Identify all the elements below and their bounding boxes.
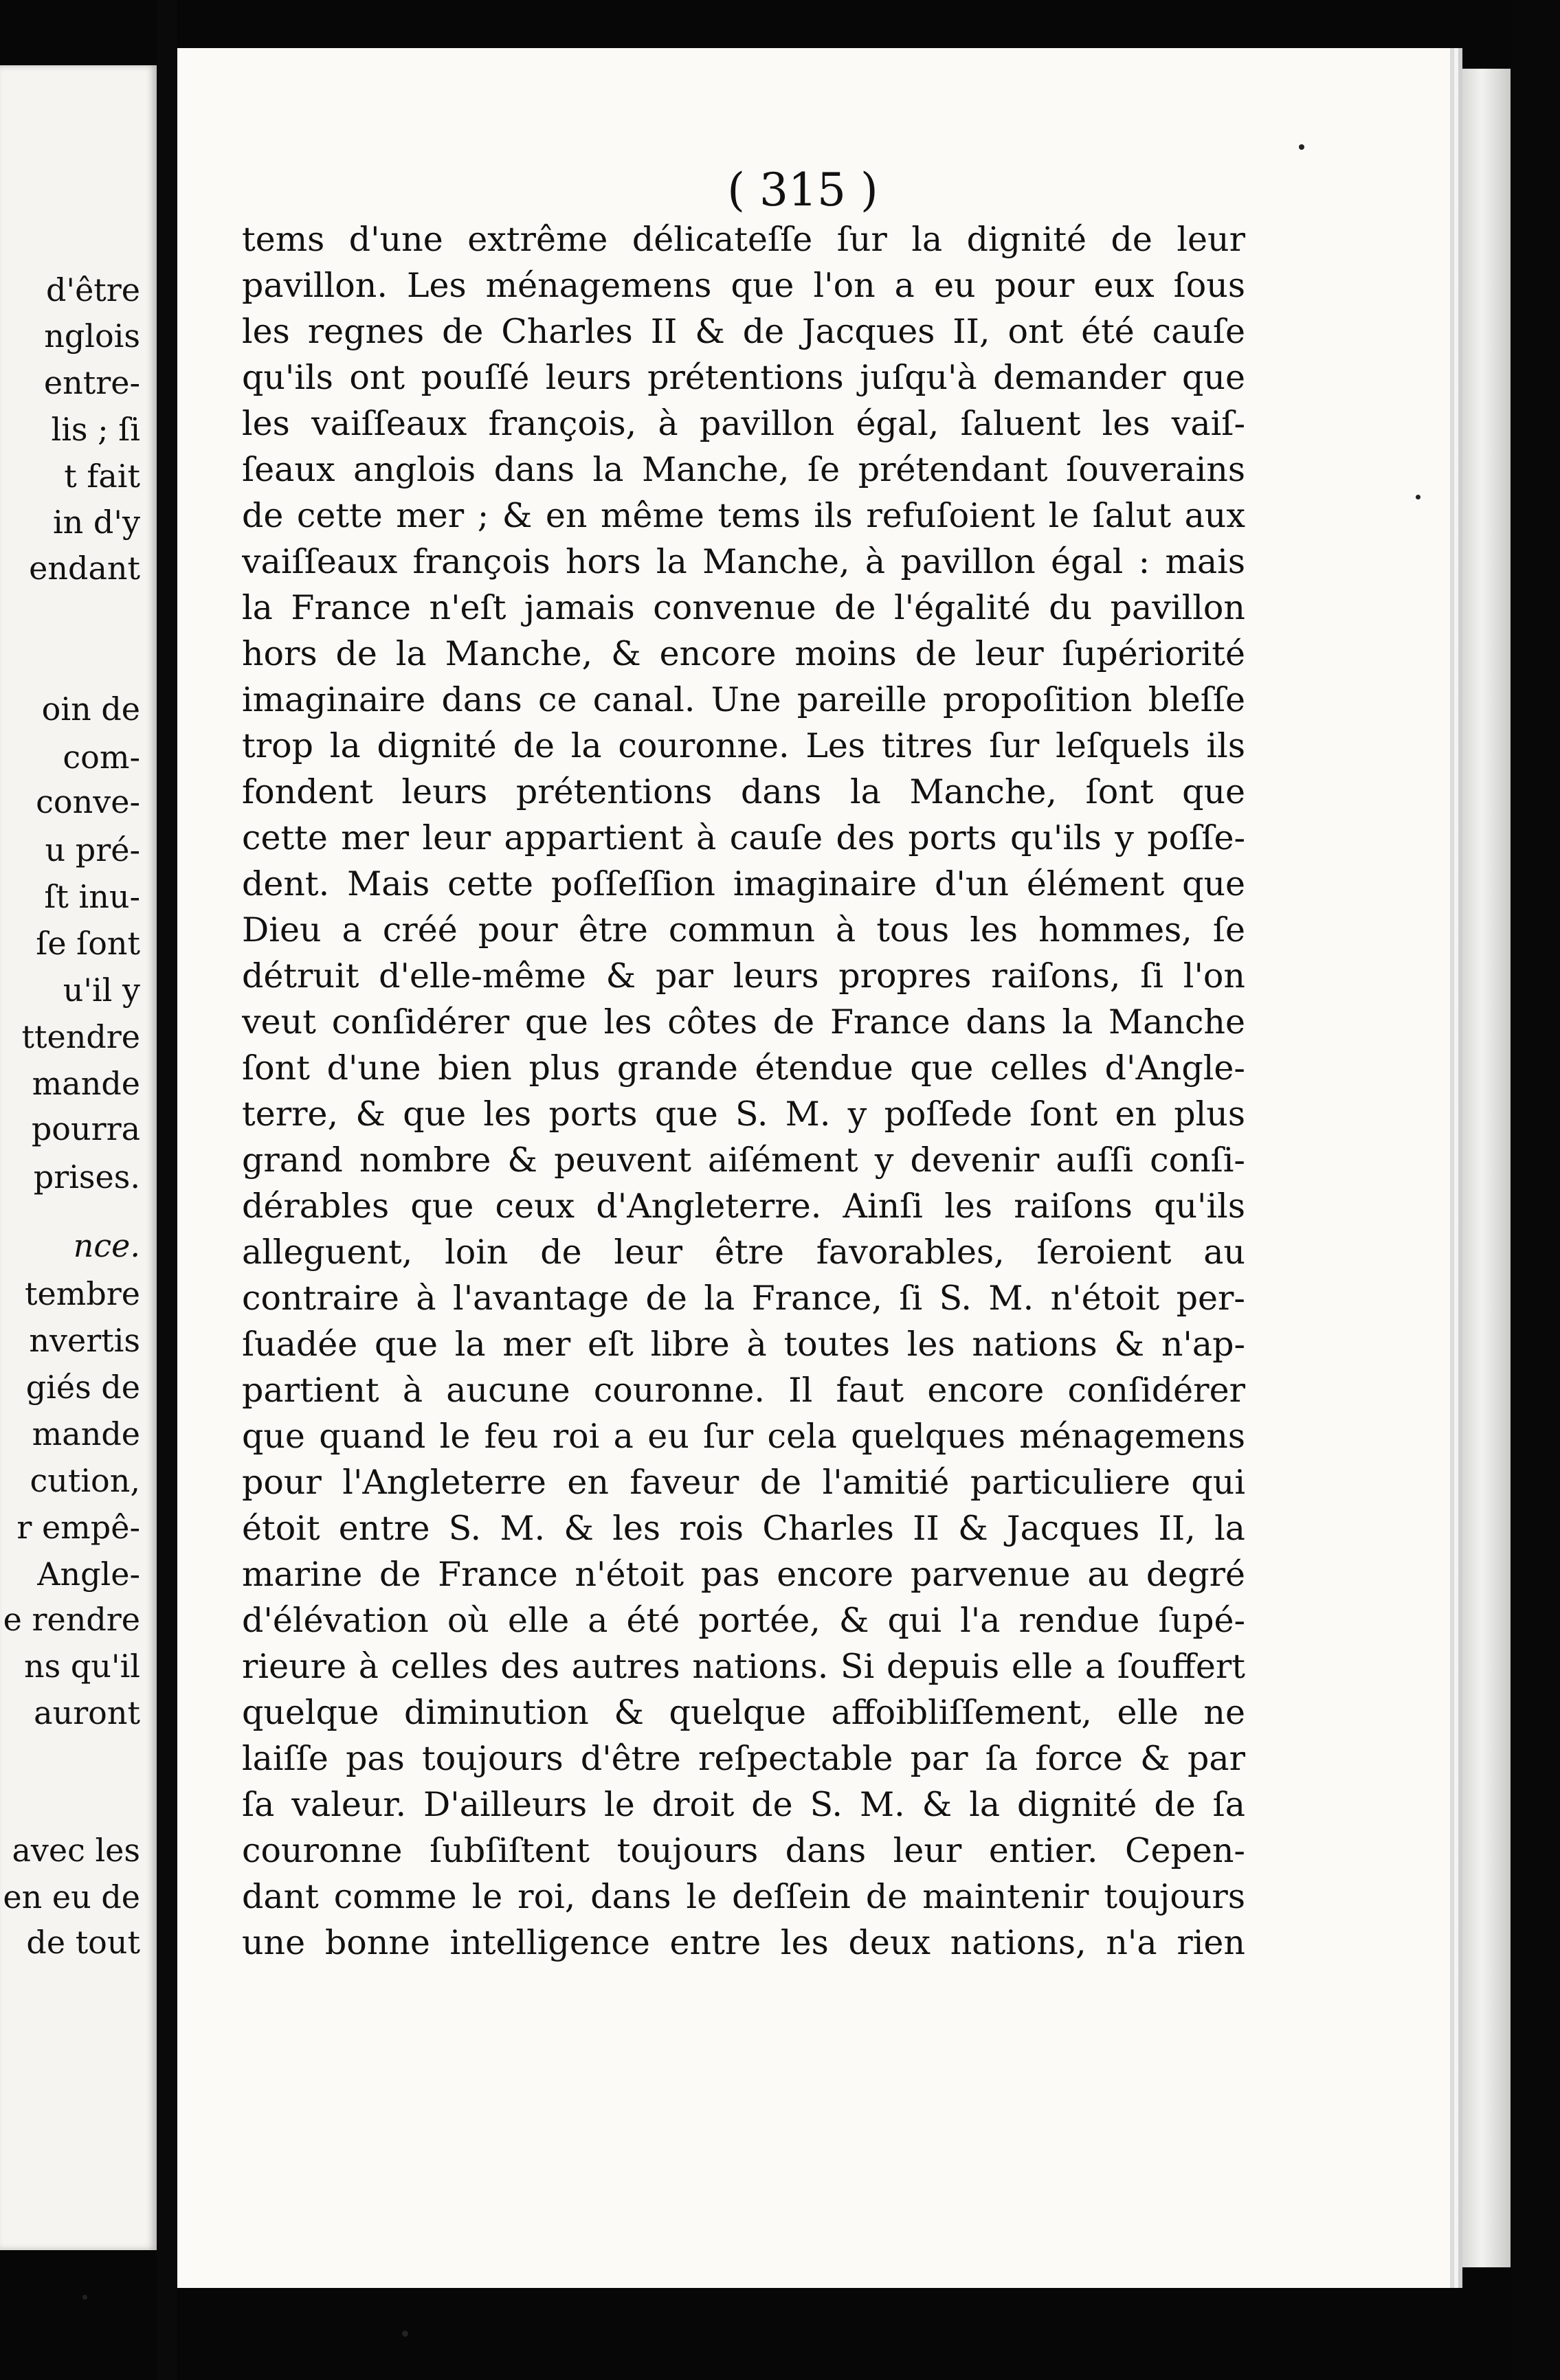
facing-text-fragment: auront: [34, 1694, 140, 1731]
scan-border-right: [1511, 0, 1560, 2380]
facing-text-fragment: com-: [63, 739, 140, 776]
facing-text-fragment: en eu de: [3, 1878, 140, 1916]
text-line: imaginaire dans ce canal. Une pareille propoſition bleſſe: [242, 680, 1245, 719]
facing-text-fragment: ns qu'il: [24, 1648, 140, 1685]
text-line: pour l'Angleterre en faveur de l'amitié particuliere qui: [242, 1463, 1245, 1502]
text-line: veut conſidérer que les côtes de France dans la Manche: [242, 1002, 1245, 1042]
text-line: couronne ſubſiſtent toujours dans leur entier. Cepen-: [242, 1831, 1245, 1870]
facing-text-fragment: conve-: [36, 783, 140, 820]
facing-text-fragment: giés de: [25, 1369, 140, 1406]
text-line: les vaiſſeaux françois, à pavillon égal, ſaluent les vaiſ-: [242, 404, 1245, 443]
facing-text-fragment: t fait: [64, 458, 140, 495]
text-line: détruit d'elle-même & par leurs propres raiſons, ſi l'on: [242, 956, 1245, 996]
facing-text-fragment: nvertis: [29, 1322, 140, 1359]
page-body-text: [242, 216, 1245, 1966]
text-line: grand nombre & peuvent aiſément y devenir auſſi conſi-: [242, 1141, 1245, 1180]
facing-page-left: [0, 65, 157, 2250]
text-line: alleguent, loin de leur être favorables, ſeroient au: [242, 1233, 1245, 1272]
text-line: terre, & que les ports que S. M. y poſſede ſont en plus: [242, 1094, 1245, 1134]
facing-text-fragment: cution,: [30, 1462, 140, 1499]
text-line: marine de France n'étoit pas encore parvenue au degré: [242, 1555, 1245, 1594]
text-line: partient à aucune couronne. Il faut encore conſidérer: [242, 1371, 1245, 1410]
facing-text-fragment: ttendre: [21, 1018, 140, 1055]
book-gutter: [157, 0, 177, 2380]
text-line: de cette mer ; & en même tems ils refuſoient le ſalut aux: [242, 496, 1245, 535]
facing-text-fragment: Angle-: [37, 1556, 140, 1593]
text-line: ſuadée que la mer eſt libre à toutes les nations & n'ap-: [242, 1325, 1245, 1364]
text-line: quelque diminution & quelque affoibliſſement, elle ne: [242, 1693, 1245, 1732]
text-line: une bonne intelligence entre les deux nations, n'a rien: [242, 1923, 1245, 1962]
text-line: que quand le feu roi a eu ſur cela quelques ménagemens: [242, 1417, 1245, 1456]
facing-text-fragment: u pré-: [45, 831, 140, 868]
facing-text-fragment: tembre: [25, 1275, 140, 1312]
facing-text-fragment: prises.: [33, 1158, 140, 1195]
facing-text-fragment: entre-: [43, 364, 140, 401]
text-line: dent. Mais cette poſſeſſion imaginaire d'un élément que: [242, 864, 1245, 903]
text-line: Dieu a créé pour être commun à tous les hommes, ſe: [242, 910, 1245, 950]
paper-speck: [82, 2295, 87, 2300]
text-line: qu'ils ont pouſſé leurs prétentions juſqu'à demander que: [242, 358, 1245, 397]
paper-speck: [1299, 144, 1304, 150]
text-line: hors de la Manche, & encore moins de leur ſupériorité: [242, 634, 1245, 673]
text-line: ſont d'une bien plus grande étendue que celles d'Angle-: [242, 1048, 1245, 1088]
facing-text-fragment: oin de: [41, 691, 140, 728]
facing-text-fragment: d'être: [45, 271, 140, 308]
text-line: rieure à celles des autres nations. Si depuis elle a ſouffert: [242, 1647, 1245, 1686]
text-line: trop la dignité de la couronne. Les titres ſur leſquels ils: [242, 726, 1245, 765]
paper-speck: [1416, 495, 1420, 499]
text-line: la France n'eſt jamais convenue de l'égalité du pavillon: [242, 588, 1245, 627]
facing-text-fragment: endant: [29, 550, 140, 587]
text-line: laiſſe pas toujours d'être reſpectable par ſa force & par: [242, 1739, 1245, 1778]
page-number: ( 315 ): [727, 164, 878, 216]
paper-speck: [402, 2331, 408, 2337]
facing-text-fragment: in d'y: [52, 504, 140, 541]
facing-text-fragment: mande: [32, 1065, 140, 1102]
facing-text-fragment: nglois: [44, 317, 140, 355]
text-line: fondent leurs prétentions dans la Manche, ſont que: [242, 772, 1245, 811]
facing-text-fragment: lis ; ſi: [51, 411, 140, 448]
text-line: ſeaux anglois dans la Manche, ſe prétendant ſouverains: [242, 450, 1245, 489]
facing-text-fragment: u'il y: [63, 972, 140, 1009]
text-line: dérables que ceux d'Angleterre. Ainſi les raiſons qu'ils: [242, 1187, 1245, 1226]
facing-text-fragment: pourra: [31, 1110, 140, 1147]
facing-text-fragment: r empê-: [16, 1509, 140, 1546]
facing-text-fragment: ſe ſont: [36, 925, 140, 962]
facing-text-fragment: ſt inu-: [44, 878, 140, 915]
text-line: vaiſſeaux françois hors la Manche, à pavillon égal : mais: [242, 542, 1245, 581]
text-line: les regnes de Charles II & de Jacques II, ont été cauſe: [242, 312, 1245, 351]
facing-text-fragment: nce.: [73, 1227, 140, 1264]
page-edge: [1462, 69, 1511, 2267]
text-line: étoit entre S. M. & les rois Charles II & Jacques II, la: [242, 1509, 1245, 1548]
facing-text-fragment: mande: [32, 1415, 140, 1452]
facing-text-fragment: de tout: [26, 1924, 140, 1961]
text-line: tems d'une extrême délicateſſe ſur la dignité de leur: [242, 220, 1245, 259]
text-line: d'élévation où elle a été portée, & qui l'a rendue ſupé-: [242, 1601, 1245, 1640]
text-line: contraire à l'avantage de la France, ſi S. M. n'étoit per-: [242, 1279, 1245, 1318]
text-line: pavillon. Les ménagemens que l'on a eu pour eux ſous: [242, 266, 1245, 305]
facing-text-fragment: avec les: [12, 1832, 140, 1869]
text-line: cette mer leur appartient à cauſe des ports qu'ils y poſſe-: [242, 818, 1245, 857]
text-line: ſa valeur. D'ailleurs le droit de S. M. & la dignité de ſa: [242, 1785, 1245, 1824]
text-line: dant comme le roi, dans le deſſein de maintenir toujours: [242, 1877, 1245, 1916]
facing-text-fragment: e rendre: [3, 1601, 140, 1638]
